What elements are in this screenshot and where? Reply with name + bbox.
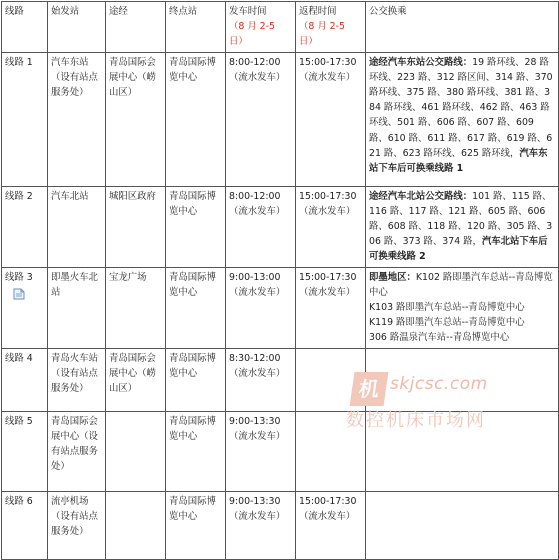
- end-station: 青岛国际博览中心: [166, 348, 226, 411]
- transfer-info: [366, 491, 559, 559]
- depart-time: 8:00-12:00（流水发车）: [226, 52, 296, 186]
- end-station: 青岛国际博览中心: [166, 267, 226, 348]
- route-name: 线路 4: [2, 348, 48, 411]
- end-station: 青岛国际博览中心: [166, 411, 226, 491]
- route-name: [2, 267, 48, 348]
- via-stop: [106, 411, 166, 491]
- end-station: 青岛国际博览中心: [166, 491, 226, 559]
- header-route: 线路: [2, 2, 48, 53]
- route-name: 线路 5: [2, 411, 48, 491]
- route-name: 线路 2: [2, 186, 48, 267]
- transfer-info: [366, 267, 559, 348]
- return-time: 15:00-17:30（流水发车）: [296, 186, 366, 267]
- transfer-info: [366, 186, 559, 267]
- start-station: 流亭机场（设有站点服务处）: [48, 491, 106, 559]
- transfer-title: 即墨地区：: [369, 271, 416, 283]
- return-time: 15:00-17:30（流水发车）: [296, 267, 366, 348]
- transfer-info: [366, 52, 559, 186]
- table-row: [2, 491, 559, 559]
- depart-time: 9:00-13:30（流水发车）: [226, 411, 296, 491]
- table-row: [2, 186, 559, 267]
- via-stop: 城阳区政府: [106, 186, 166, 267]
- watermark-url: skjcsc.com: [390, 374, 488, 394]
- start-station: 青岛火车站（设有站点服务处）: [48, 348, 106, 411]
- depart-time: 9:00-13:00（流水发车）: [226, 267, 296, 348]
- transfer-line: K119 路即墨汽车总站--青岛博览中心: [369, 317, 525, 329]
- transfer-title: 途经汽车北站公交路线：: [369, 190, 473, 202]
- route-name: 线路 6: [2, 491, 48, 559]
- table-row: [2, 267, 559, 348]
- start-station: 汽车北站: [48, 186, 106, 267]
- end-station: 青岛国际博览中心: [166, 186, 226, 267]
- depart-time: 8:30-12:00（流水发车）: [226, 348, 296, 411]
- watermark-logo: 机: [350, 372, 389, 406]
- site-watermark: [346, 372, 552, 432]
- route-name: 线路 1: [2, 52, 48, 186]
- note-icon[interactable]: [13, 288, 25, 300]
- transfer-line: K102 路即墨汽车总站--青岛博览中心: [369, 271, 553, 298]
- header-depart: [226, 2, 296, 53]
- header-return-note: （8 月 2-5 日）: [299, 21, 345, 48]
- depart-time: 9:00-13:30（流水发车）: [226, 491, 296, 559]
- header-return-label: 返程时间: [299, 6, 337, 17]
- return-time: 15:00-17:30（流水发车）: [296, 52, 366, 186]
- start-station: 青岛国际会展中心（设有站点服务处）: [48, 411, 106, 491]
- via-stop: 青岛国际会展中心（崂山区）: [106, 52, 166, 186]
- watermark-site-name: 数控机床市场网: [346, 410, 486, 431]
- transfer-body: 19 路环线、28 路环线、223 路、312 路区间、314 路、370 路环线、375 路、380 路环线、381 路、384 路环线、461 路环线、462 路、463 路环线、501 路、606 路、607 路、609 路、610 路、611 路、617 路、619 路、621 路、623 路环线、625 路环线，: [369, 56, 553, 159]
- header-depart-note: （8 月 2-5 日）: [229, 21, 275, 48]
- transfer-tail: 汽车东站下车后可换乘线路 1: [369, 147, 548, 175]
- via-stop: 青岛国际会展中心（崂山区）: [106, 348, 166, 411]
- start-station: 即墨火车北站: [48, 267, 106, 348]
- via-stop: [106, 491, 166, 559]
- return-time: 15:00-17:30（流水发车）: [296, 491, 366, 559]
- table-header-row: [2, 2, 559, 53]
- transfer-body: 101 路、115 路、116 路、117 路、121 路、605 路、606 路、608 路、118 路、120 路、305 路、306 路、373 路、374 路，: [369, 190, 553, 248]
- route-name-label: 线路 3: [5, 271, 33, 283]
- header-via: 途经: [106, 2, 166, 53]
- via-stop: 宝龙广场: [106, 267, 166, 348]
- transfer-tail: 汽车北站下车后可换乘线路 2: [369, 236, 548, 263]
- end-station: 青岛国际博览中心: [166, 52, 226, 186]
- header-return: [296, 2, 366, 53]
- table-row: [2, 52, 559, 186]
- depart-time: 8:00-12:00（流水发车）: [226, 186, 296, 267]
- header-depart-label: 发车时间: [229, 6, 267, 17]
- bus-route-table: [1, 1, 559, 560]
- transfer-line: K103 路即墨汽车总站--青岛博览中心: [369, 302, 525, 314]
- header-end: 终点站: [166, 2, 226, 53]
- transfer-title: 途经汽车东站公交路线：: [369, 56, 473, 68]
- header-start: 始发站: [48, 2, 106, 53]
- header-transfer: 公交换乘: [366, 2, 559, 53]
- transfer-line: 306 路温泉汽车站--青岛博览中心: [369, 332, 510, 344]
- start-station: 汽车东站（设有站点服务处）: [48, 52, 106, 186]
